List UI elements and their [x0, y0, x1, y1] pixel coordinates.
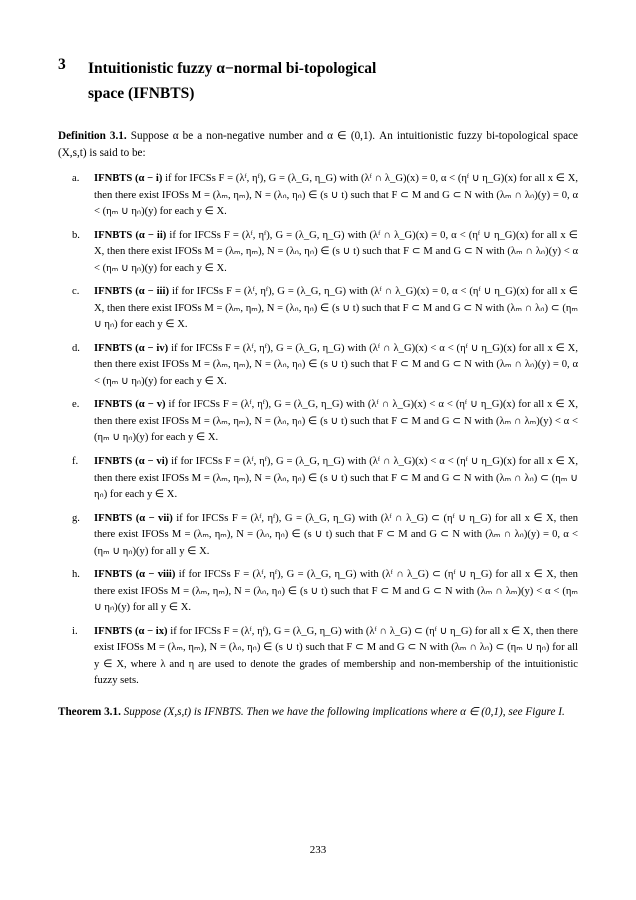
list-item-label: e.	[72, 399, 80, 411]
list-item	[58, 171, 578, 221]
list-item-extra: where λ and η are used to denote the grades of membership and non-membership of the intuitionistic fuzzy sets.	[94, 658, 579, 687]
section-number: 3	[58, 56, 66, 73]
list-item-label: i.	[72, 625, 78, 637]
list-item	[58, 341, 578, 391]
list-item	[58, 284, 578, 334]
list-item-label: h.	[72, 569, 80, 581]
list-item	[58, 454, 578, 504]
list-item-label: a.	[72, 173, 80, 185]
theorem-paragraph	[58, 704, 578, 721]
list-item-text: if for IFCSs F = (λᶠ, ηᶠ), G = (λ_G, η_G) with (λᶠ ∩ λ_G)(x) < α < (ηᶠ ∪ η_G)(x) for all x ∈ X, then there exist IFOSs M = (λₘ, ηₘ), N = (λₙ, ηₙ) ∈ (s ∪ t) such that F ⊂ M and G ⊂ N with (λₘ ∩ λₙ) ⊂ (ηₘ ∪ ηₙ) for each y ∈ X.	[94, 455, 578, 501]
theorem-text: Suppose (X,s,t) is IFNBTS. Then we have the following implications where α ∈ (0,1), see Figure I.	[120, 705, 565, 718]
definition-paragraph	[58, 128, 578, 162]
list-item	[58, 397, 578, 447]
list-item-text: if for IFCSs F = (λᶠ, ηᶠ), G = (λ_G, η_G) with (λᶠ ∩ λ_G)(x) = 0, α < (ηᶠ ∪ η_G)(x) for all x ∈ X, then there exist IFOSs M = (λₘ, ηₘ), N = (λₙ, ηₙ) ∈ (s ∪ t) such that F ⊂ M and G ⊂ N with (λₘ ∩ λₙ) ⊂ (ηₘ ∪ ηₙ) for each y ∈ X.	[94, 286, 578, 331]
list-item-body	[94, 454, 578, 504]
list-item-body	[94, 284, 578, 334]
list-item-text: if for IFCSs F = (λᶠ, ηᶠ), G = (λ_G, η_G) with (λᶠ ∩ λ_G)(x) = 0, α < (ηᶠ ∪ η_G)(x) for all x ∈ X, then there exist IFOSs M = (λₘ, ηₘ), N = (λₙ, ηₙ) ∈ (s ∪ t) such that F ⊂ M and G ⊂ N with (λₘ ∩ λₙ)(y) = 0, α < (ηₘ ∪ ηₙ)(y) for each y ∈ X.	[94, 173, 578, 218]
definition-label: Definition 3.1.	[58, 130, 127, 143]
list-item-body	[94, 511, 578, 561]
list-item-name: IFNBTS (α − ii)	[94, 229, 167, 241]
section-title	[88, 56, 376, 106]
list-item	[58, 624, 578, 690]
theorem-label: Theorem 3.1.	[58, 705, 121, 718]
list-item-body	[94, 228, 578, 278]
page-number: 233	[309, 844, 327, 856]
list-item-label: g.	[72, 512, 80, 524]
list-item-label: b.	[72, 229, 80, 241]
list-item	[58, 511, 578, 561]
list-item-body	[94, 567, 578, 617]
list-item-text: if for IFCSs F = (λᶠ, ηᶠ), G = (λ_G, η_G) with (λᶠ ∩ λ_G) ⊂ (ηᶠ ∪ η_G) for all x ∈ X, then there exist IFOSs M = (λₘ, ηₘ), N = (λₙ, ηₙ) ∈ (s ∪ t) such that F ⊂ M and G ⊂ N with (λₘ ∩ λₙ)(y) = 0, α < (ηₘ ∪ ηₙ)(y) for all y ∈ X.	[94, 512, 578, 557]
list-item	[58, 228, 578, 278]
list-item-name: IFNBTS (α − iv)	[94, 342, 169, 354]
definition-list	[58, 171, 578, 689]
list-item-body	[94, 341, 578, 391]
list-item-text: if for IFCSs F = (λᶠ, ηᶠ), G = (λ_G, η_G) with (λᶠ ∩ λ_G)(x) < α < (ηᶠ ∪ η_G)(x) for all x ∈ X, then there exist IFOSs M = (λₘ, ηₘ), N = (λₙ, ηₙ) ∈ (s ∪ t) such that F ⊂ M and G ⊂ N with (λₘ ∩ λₙ)(y) = 0, α < (ηₘ ∪ ηₙ)(y) for each y ∈ X.	[94, 342, 578, 387]
definition-text: Suppose α be a non-negative number and α ∈ (0,1). An intuitionistic fuzzy bi-topological space (X,s,t) is said to be:	[58, 130, 579, 160]
list-item	[58, 567, 578, 617]
list-item-label: d.	[72, 342, 80, 354]
list-item-text: if for IFCSs F = (λᶠ, ηᶠ), G = (λ_G, η_G) with (λᶠ ∩ λ_G) ⊂ (ηᶠ ∪ η_G) for all x ∈ X, then there exist IFOSs M = (λₘ, ηₘ), N = (λₙ, ηₙ) ∈ (s ∪ t) such that F ⊂ M and G ⊂ N with (λₘ ∩ λₘ)(y) < α < (ηₘ ∪ ηₙ)(y) for all y ∈ X.	[94, 569, 578, 614]
list-item-name: IFNBTS (α − vi)	[94, 455, 169, 467]
list-item-name: IFNBTS (α − v)	[94, 399, 166, 411]
list-item-text: if for IFCSs F = (λᶠ, ηᶠ), G = (λ_G, η_G) with (λᶠ ∩ λ_G)(x) < α < (ηᶠ ∪ η_G)(x) for all x ∈ X, then there exist IFOSs M = (λₘ, ηₘ), N = (λₙ, ηₙ) ∈ (s ∪ t) such that F ⊂ M and G ⊂ N with (λₘ ∩ λₘ)(y) < α < (ηₘ ∪ ηₙ)(y) for each y ∈ X.	[94, 399, 578, 444]
list-item-label: f.	[72, 455, 79, 467]
list-item-name: IFNBTS (α − iii)	[94, 286, 169, 298]
list-item-body	[94, 171, 578, 221]
list-item-body	[94, 624, 578, 690]
list-item-body	[94, 397, 578, 447]
list-item-name: IFNBTS (α − vii)	[94, 512, 173, 524]
section-title-line1: Intuitionistic fuzzy α−normal bi-topological	[88, 60, 377, 77]
list-item-name: IFNBTS (α − viii)	[94, 569, 176, 581]
list-item-label: c.	[72, 286, 80, 298]
list-item-text: if for IFCSs F = (λᶠ, ηᶠ), G = (λ_G, η_G) with (λᶠ ∩ λ_G) ⊂ (ηᶠ ∪ η_G) for all x ∈ X, then there exist IFOSs M = (λₘ, ηₘ), N = (λₙ, ηₙ) ∈ (s ∪ t) such that F ⊂ M and G ⊂ N with (λₘ ∩ λₙ) ⊂ (ηₘ ∪ ηₙ) for all y ∈ X,	[94, 625, 578, 670]
list-item-name: IFNBTS (α − i)	[94, 173, 163, 185]
section-heading	[58, 56, 578, 106]
list-item-name: IFNBTS (α − ix)	[94, 625, 168, 637]
section-title-line2: space (IFNBTS)	[88, 85, 195, 103]
list-item-text: if for IFCSs F = (λᶠ, ηᶠ), G = (λ_G, η_G) with (λᶠ ∩ λ_G)(x) = 0, α < (ηᶠ ∪ η_G)(x) for all x ∈ X, then there exist IFOSs M = (λₘ, ηₘ), N = (λₙ, ηₙ) ∈ (s ∪ t) such that F ⊂ M and G ⊂ N with (λₘ ∩ λₙ)(y) < α < (ηₘ ∪ ηₙ)(y) for each y ∈ X.	[94, 229, 579, 274]
